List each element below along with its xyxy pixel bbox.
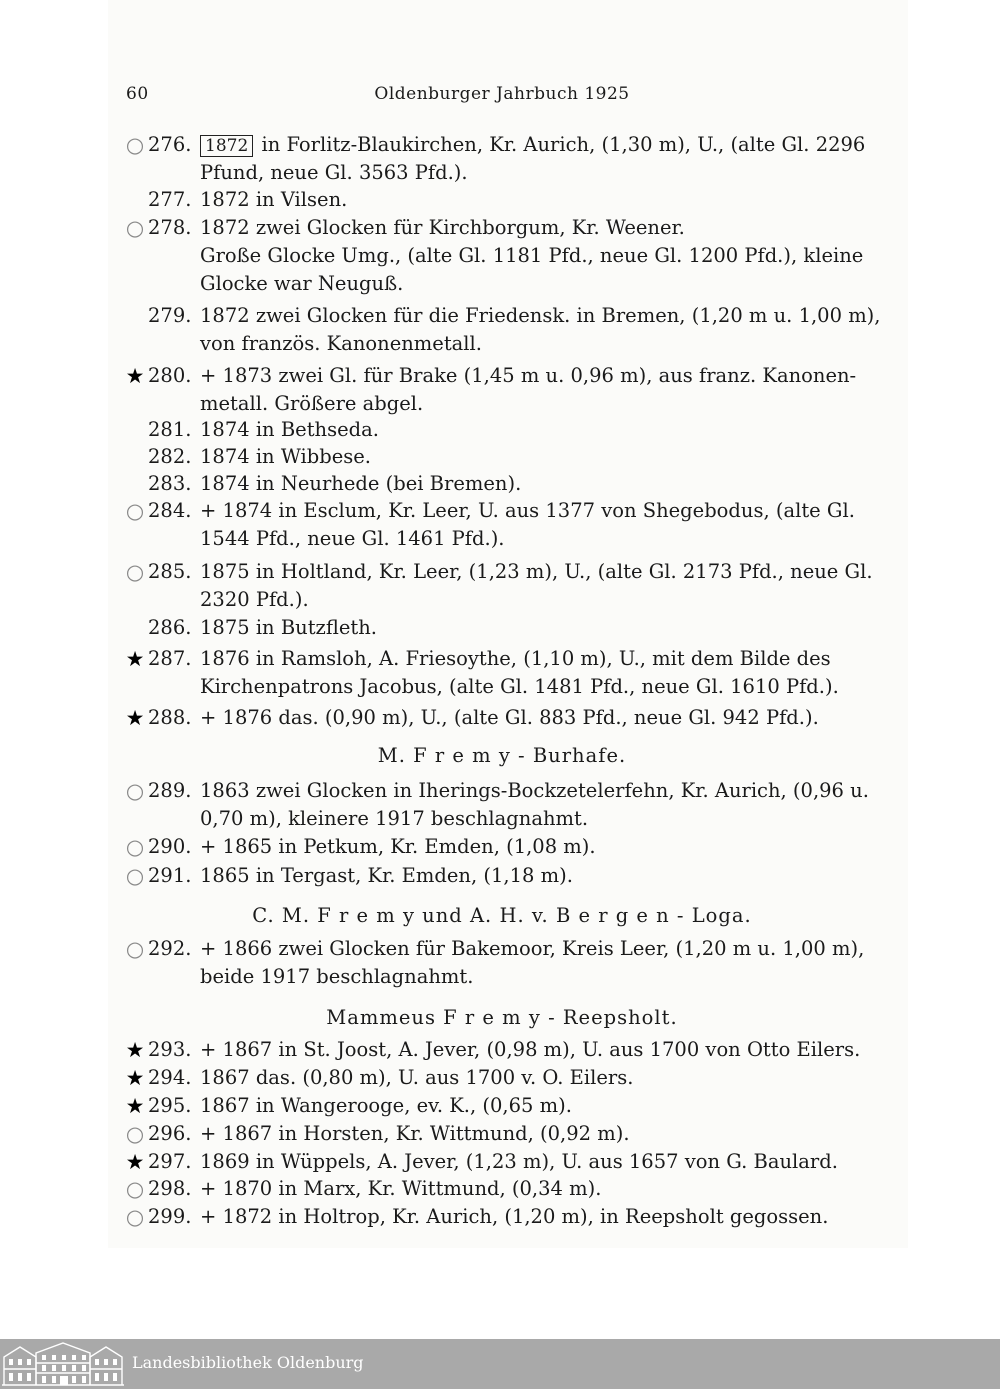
library-name: Landesbibliothek Oldenburg: [132, 1353, 364, 1372]
bell-entry: [122, 186, 882, 214]
bell-entry: [122, 1120, 882, 1148]
entry-number: 280.: [148, 364, 192, 387]
entry-number: 289.: [148, 779, 192, 802]
star-icon: ★: [125, 706, 145, 730]
entry-number: 283.: [148, 472, 192, 495]
entry-text: + 1876 das. (0,90 m), U., (alte Gl. 883 Pfd., neue Gl. 942 Pfd.).: [200, 706, 819, 729]
bell-entry: [122, 214, 882, 298]
entry-number: 297.: [148, 1150, 192, 1173]
entry-number: 276.: [148, 133, 192, 156]
entry-number: 287.: [148, 647, 192, 670]
entry-text: 1875 in Holtland, Kr. Leer, (1,23 m), U., (alte Gl. 2173 Pfd., neue Gl. 2320 Pfd.).: [200, 560, 873, 611]
entry-text: + 1874 in Esclum, Kr. Leer, U. aus 1377 von Shegebodus, (alte Gl. 1544 Pfd., neue Gl. 1461 Pfd.).: [200, 499, 855, 550]
entry-number: 299.: [148, 1205, 192, 1228]
entry-number: 298.: [148, 1177, 192, 1200]
entry-text: 1875 in Butzfleth.: [200, 616, 377, 639]
bell-entry: [122, 614, 882, 642]
circle-icon: ○: [125, 499, 145, 523]
bell-entry: [122, 497, 882, 553]
entry-text: 1872 zwei Glocken für die Friedensk. in Bremen, (1,20 m u. 1,00 m), von französ. Kanonenmetall.: [200, 304, 881, 355]
page-number: 60: [126, 84, 149, 104]
bell-entry: [122, 862, 882, 890]
entry-number: 291.: [148, 864, 192, 887]
bell-entry: [122, 443, 882, 471]
entry-number: 295.: [148, 1094, 192, 1117]
bell-entry: [122, 1092, 882, 1120]
circle-icon: ○: [125, 1205, 145, 1229]
entry-text: + 1867 in St. Joost, A. Jever, (0,98 m), U. aus 1700 von Otto Eilers.: [200, 1038, 861, 1061]
section-heading: Mammeus F r e m y - Reepsholt.: [326, 1006, 678, 1029]
bell-entry: [122, 302, 882, 358]
section-heading: M. F r e m y - Burhafe.: [377, 744, 627, 767]
entry-number: 285.: [148, 560, 192, 583]
entry-text: 1872 zwei Glocken für Kirchborgum, Kr. Weener. Große Glocke Umg., (alte Gl. 1181 Pfd., neue Gl. 1200 Pfd.), kleine Glocke war Neuguß.: [200, 216, 864, 295]
bell-entry: [122, 1203, 882, 1231]
bell-entry: [122, 1175, 882, 1203]
entry-text: 1872 in Vilsen.: [200, 188, 348, 211]
bell-entry: [122, 362, 882, 418]
star-icon: ★: [125, 1038, 145, 1062]
running-title: Oldenburger Jahrbuch 1925: [374, 84, 630, 104]
circle-icon: ○: [125, 864, 145, 888]
star-icon: ★: [125, 1094, 145, 1118]
entry-number: 288.: [148, 706, 192, 729]
entry-number: 284.: [148, 499, 192, 522]
bell-entry: [122, 131, 882, 187]
circle-icon: ○: [125, 560, 145, 584]
section-heading: C. M. F r e m y und A. H. v. B e r g e n - Loga.: [252, 904, 752, 927]
entry-text: 1874 in Neurhede (bei Bremen).: [200, 472, 522, 495]
entry-text: + 1872 in Holtrop, Kr. Aurich, (1,20 m), in Reepsholt gegossen.: [200, 1205, 829, 1228]
entry-number: 281.: [148, 418, 192, 441]
circle-icon: ○: [125, 779, 145, 803]
page-header: [122, 80, 882, 110]
entry-text: 1874 in Bethseda.: [200, 418, 379, 441]
circle-icon: ○: [125, 937, 145, 961]
bell-entry: [122, 704, 882, 732]
entry-text: 1876 in Ramsloh, A. Friesoythe, (1,10 m), U., mit dem Bilde des Kirchenpatrons Jacobus, (alte Gl. 1481 Pfd., neue Gl. 1610 Pfd.).: [200, 647, 839, 698]
bell-entry: [122, 935, 882, 991]
entry-number: 278.: [148, 216, 192, 239]
circle-icon: ○: [125, 835, 145, 859]
entry-number: 286.: [148, 616, 192, 639]
bell-entry: [122, 645, 882, 701]
library-building-icon: [0, 1339, 126, 1389]
entry-number: 279.: [148, 304, 192, 327]
circle-icon: ○: [125, 133, 145, 157]
entry-text: 1869 in Wüppels, A. Jever, (1,23 m), U. aus 1657 von G. Baulard.: [200, 1150, 838, 1173]
circle-icon: ○: [125, 216, 145, 240]
bell-entry: [122, 777, 882, 833]
entry-text: + 1867 in Horsten, Kr. Wittmund, (0,92 m).: [200, 1122, 630, 1145]
entry-number: 290.: [148, 835, 192, 858]
entry-number: 282.: [148, 445, 192, 468]
entry-text: 1863 zwei Glocken in Iherings-Bockzetelerfehn, Kr. Aurich, (0,96 u. 0,70 m), kleinere 1917 beschlagnahmt.: [200, 779, 869, 830]
entry-text: + 1870 in Marx, Kr. Wittmund, (0,34 m).: [200, 1177, 602, 1200]
star-icon: ★: [125, 647, 145, 671]
entry-text: 1872 in Forlitz-Blaukirchen, Kr. Aurich, (1,30 m), U., (alte Gl. 2296 Pfund, neue Gl. 3563 Pfd.).: [200, 133, 866, 184]
bell-entry: [122, 833, 882, 861]
entry-text: + 1873 zwei Gl. für Brake (1,45 m u. 0,96 m), aus franz. Kanonen- metall. Größere abgel.: [200, 364, 857, 415]
entry-number: 294.: [148, 1066, 192, 1089]
star-icon: ★: [125, 364, 145, 388]
bell-entry: [122, 1064, 882, 1092]
bell-entry: [122, 1148, 882, 1176]
entry-text: 1867 in Wangerooge, ev. K., (0,65 m).: [200, 1094, 572, 1117]
bell-entry: [122, 470, 882, 498]
boxed-year: 1872: [200, 135, 253, 157]
star-icon: ★: [125, 1066, 145, 1090]
entry-number: 292.: [148, 937, 192, 960]
entry-text: 1867 das. (0,80 m), U. aus 1700 v. O. Eilers.: [200, 1066, 634, 1089]
star-icon: ★: [125, 1150, 145, 1174]
library-footer: [0, 1339, 1000, 1389]
entry-text: + 1866 zwei Glocken für Bakemoor, Kreis Leer, (1,20 m u. 1,00 m), beide 1917 beschlagnahmt.: [200, 937, 865, 988]
entry-text: + 1865 in Petkum, Kr. Emden, (1,08 m).: [200, 835, 596, 858]
circle-icon: ○: [125, 1122, 145, 1146]
bell-entry: [122, 1036, 882, 1064]
bell-entry: [122, 416, 882, 444]
entry-number: 277.: [148, 188, 192, 211]
entry-text: 1865 in Tergast, Kr. Emden, (1,18 m).: [200, 864, 573, 887]
entry-number: 296.: [148, 1122, 192, 1145]
entry-text: 1874 in Wibbese.: [200, 445, 372, 468]
circle-icon: ○: [125, 1177, 145, 1201]
entry-number: 293.: [148, 1038, 192, 1061]
bell-entry: [122, 558, 882, 614]
